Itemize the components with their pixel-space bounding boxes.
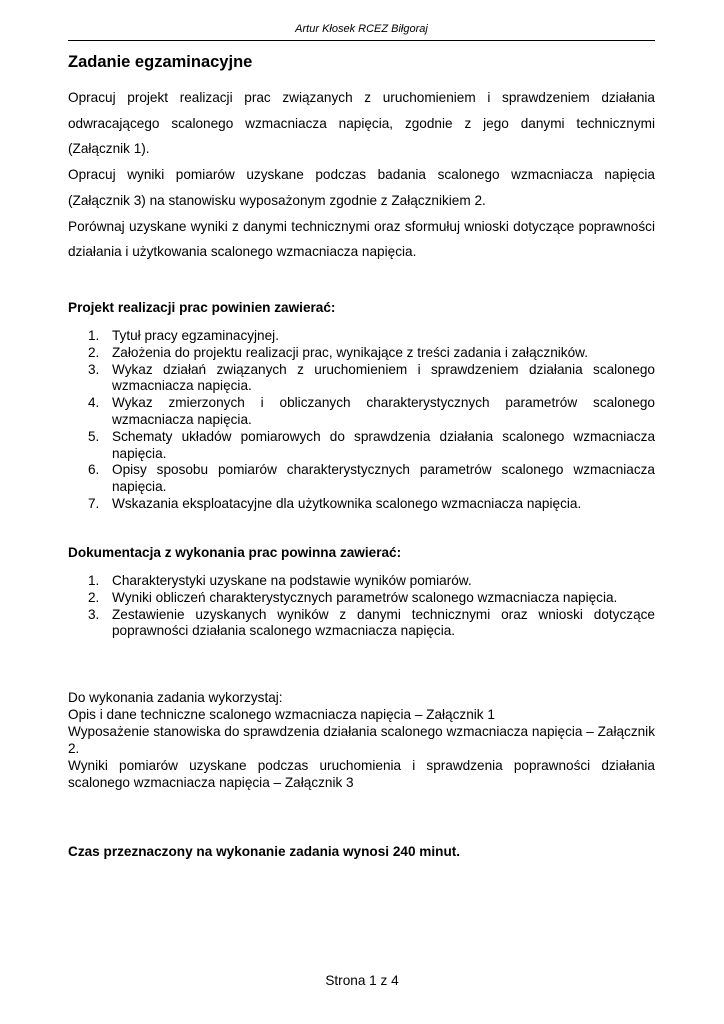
list-item-number: 5.: [88, 428, 100, 444]
list-item-text: Wykaz zmierzonych i obliczanych charakterystycznych parametrów scalonego wzmacniacza napięcia.: [112, 395, 655, 427]
documentation-section-heading: Dokumentacja z wykonania prac powinna zawierać:: [68, 545, 402, 560]
list-item-number: 3.: [88, 361, 100, 377]
list-item-text: Zestawienie uzyskanych wyników z danymi technicznymi oraz wnioski dotyczące poprawności działania scalonego wzmacniacza napięcia.: [112, 606, 655, 639]
list-item-number: 2.: [88, 589, 100, 605]
intro-text: [68, 85, 655, 265]
list-item-number: 2.: [88, 344, 100, 360]
time-limit-note: Czas przeznaczony na wykonanie zadania wynosi 240 minut.: [68, 844, 461, 859]
list-item-number: 4.: [88, 395, 100, 411]
list-item-text: Wykaz działań związanych z uruchomieniem i sprawdzeniem działania scalonego wzmacniacza napięcia.: [112, 361, 655, 394]
project-section-heading: Projekt realizacji prac powinien zawierać:: [68, 300, 336, 315]
list-item-text: Wyniki obliczeń charakterystycznych parametrów scalonego wzmacniacza napięcia.: [112, 589, 618, 605]
list-item: [68, 362, 655, 396]
list-item-number: 7.: [88, 495, 100, 511]
running-header: Artur Kłosek RCEZ Biłgoraj: [295, 23, 428, 35]
list-item-text: Schematy układów pomiarowych do sprawdzenia działania scalonego wzmacniacza napięcia.: [112, 428, 655, 461]
page-number: Strona 1 z 4: [325, 973, 399, 988]
list-item-text: Opisy sposobu pomiarów charakterystycznych parametrów scalonego wzmacniacza napięcia.: [112, 462, 655, 495]
intro-paragraph: Opracuj wyniki pomiarów uzyskane podczas badania scalonego wzmacniacza napięcia (Załącznik 3) na stanowisku wyposażonym zgodnie z Załącznikiem 2.: [68, 167, 655, 208]
list-item: [68, 328, 655, 345]
list-item: [68, 345, 655, 362]
intro-paragraph: Porównaj uzyskane wyniki z danymi technicznymi oraz sformułuj wnioski dotyczące poprawności działania i użytkowania scalonego wzmacniacza napięcia.: [68, 218, 655, 260]
list-item-text: Charakterystyki uzyskane na podstawie wyników pomiarów.: [112, 573, 472, 588]
resources-line: Do wykonania zadania wykorzystaj:: [68, 690, 283, 705]
resources-block: [68, 689, 655, 792]
page-title: Zadanie egzaminacyjne: [68, 53, 253, 71]
list-item-text: Tytuł pracy egzaminacyjnej.: [112, 328, 279, 343]
list-item-number: 3.: [88, 606, 100, 622]
list-item: [68, 429, 655, 463]
list-item: [68, 573, 655, 590]
list-item: [68, 395, 655, 429]
list-item-number: 6.: [88, 462, 100, 478]
list-item-number: 1.: [88, 328, 100, 343]
intro-paragraph: Opracuj projekt realizacji prac związanych z uruchomieniem i sprawdzeniem działania odwracającego scalonego wzmacniacza napięcia, zgodnie z jego danymi technicznymi (Załącznik 1).: [68, 90, 655, 157]
list-item: [68, 496, 655, 513]
project-requirements-list: [68, 328, 655, 513]
resources-line: Wyniki pomiarów uzyskane podczas uruchomienia i sprawdzenia poprawności działania scalonego wzmacniacza napięcia – Załącznik 3: [68, 758, 655, 791]
list-item-text: Założenia do projektu realizacji prac, wynikające z treści zadania i załączników.: [112, 344, 589, 360]
list-item: [68, 462, 655, 496]
resources-line: Wyposażenie stanowiska do sprawdzenia działania scalonego wzmacniacza napięcia – Załącznik 2.: [68, 724, 655, 757]
list-item: [68, 607, 655, 641]
list-item: [68, 590, 655, 607]
documentation-requirements-list: [68, 573, 655, 640]
resources-line: Opis i dane techniczne scalonego wzmacniacza napięcia – Załącznik 1: [68, 707, 495, 723]
header-divider: [68, 40, 655, 41]
list-item-number: 1.: [88, 573, 100, 588]
list-item-text: Wskazania eksploatacyjne dla użytkownika scalonego wzmacniacza napięcia.: [112, 495, 582, 511]
